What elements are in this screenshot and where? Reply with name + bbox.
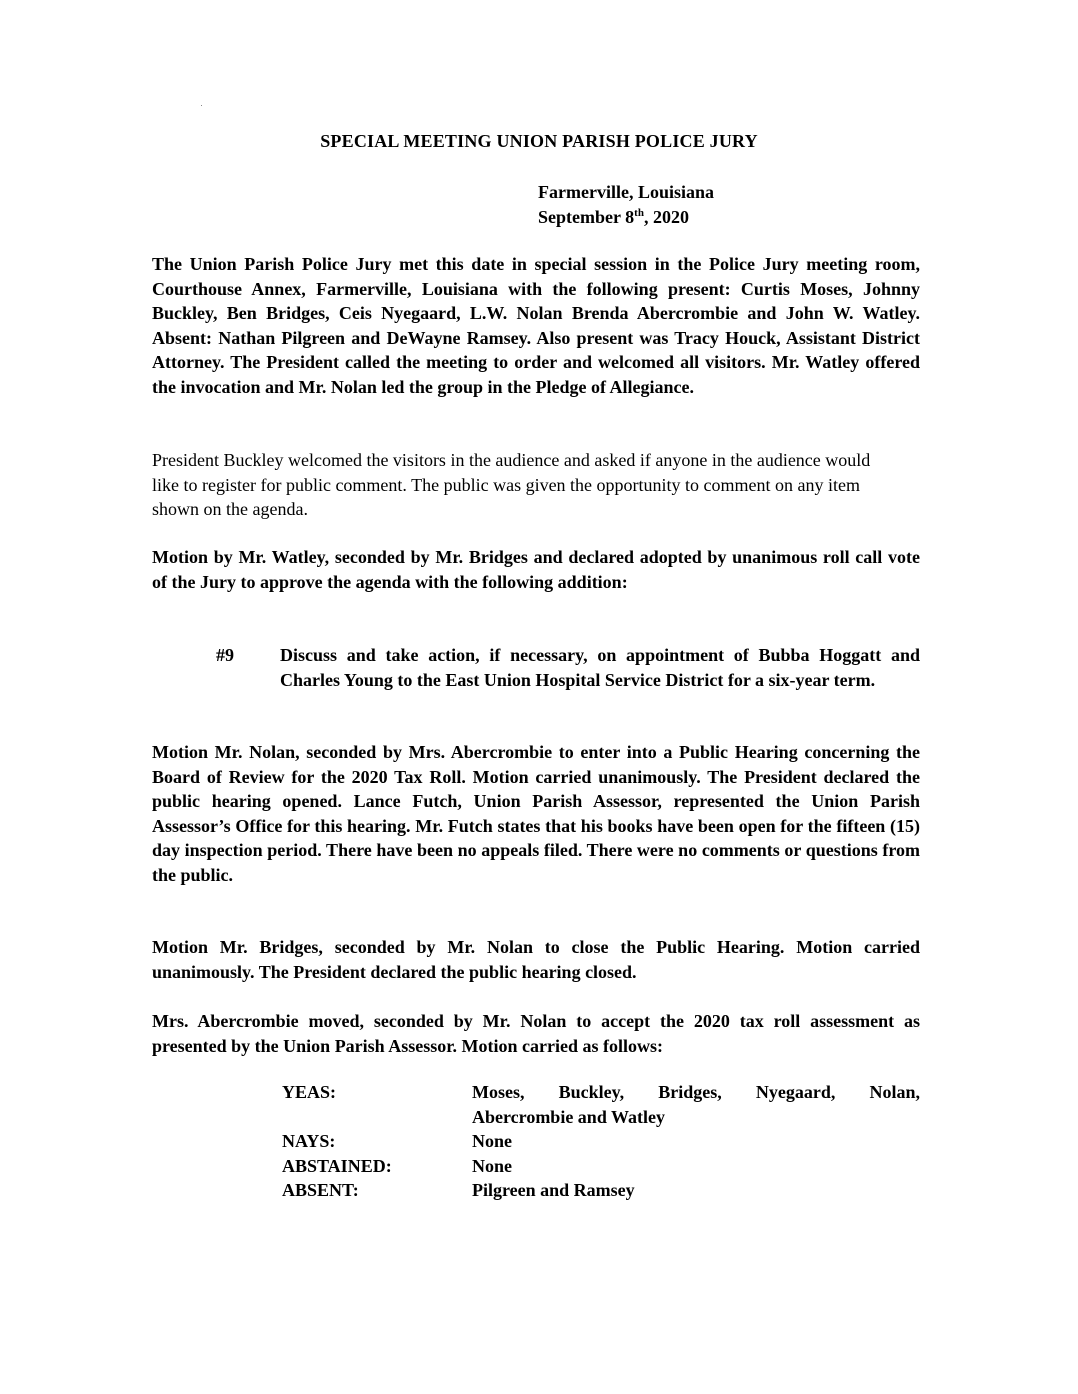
meeting-location-date bbox=[538, 180, 714, 230]
paragraph-tax-roll-motion: Mrs. Abercrombie moved, seconded by Mr. Nolan to accept the 2020 tax roll assessment as presented by the Union Parish Assessor. Motion carried as follows: bbox=[152, 1011, 920, 1056]
meeting-date-sup: th bbox=[634, 207, 644, 219]
vote-label: YEAS: bbox=[282, 1082, 337, 1102]
paragraph-agenda-motion: Motion by Mr. Watley, seconded by Mr. Bridges and declared adopted by unanimous roll call vote of the Jury to approve the agenda with the following addition: bbox=[152, 547, 920, 592]
vote-value bbox=[472, 1080, 920, 1129]
vote-row-nays bbox=[282, 1129, 922, 1154]
vote-value-line: Abercrombie and Watley bbox=[472, 1106, 665, 1127]
paragraph-public-comment: President Buckley welcomed the visitors in the audience and asked if anyone in the audience would like to register for public comment. The public was given the opportunity to comment on any item shown on the agenda. bbox=[152, 450, 871, 519]
paragraph-close-hearing: Motion Mr. Bridges, seconded by Mr. Nolan to close the Public Hearing. Motion carried unanimously. The President declared the public hearing closed. bbox=[152, 937, 920, 982]
vote-label: ABSTAINED: bbox=[282, 1155, 392, 1176]
meeting-date-year: , 2020 bbox=[643, 207, 689, 227]
vote-value-line: Moses, Buckley, Bridges, Nyegaard, Nolan, bbox=[472, 1082, 920, 1102]
vote-label: ABSENT: bbox=[282, 1180, 359, 1200]
vote-row-yeas bbox=[282, 1080, 922, 1129]
meeting-location: Farmerville, Louisiana bbox=[538, 182, 714, 202]
paragraph-public-hearing: Motion Mr. Nolan, seconded by Mrs. Abercrombie to enter into a Public Hearing concerning the Board of Review for the 2020 Tax Roll. Motion carried unanimously. The President declared the public hearing opened. Lance Futch, Union Parish Assessor, represented the Union Parish Assessor’s Office for this hearing. Mr. Futch states that his books have been open for the fifteen (15) day inspection period. There have been no appeals filed. There were no comments or questions from the public. bbox=[152, 742, 920, 885]
agenda-item-number: #9 bbox=[216, 645, 234, 665]
vote-label: NAYS: bbox=[282, 1131, 336, 1151]
roll-call-vote bbox=[282, 1080, 922, 1203]
agenda-item-text: Discuss and take action, if necessary, on appointment of Bubba Hoggatt and Charles Young to the East Union Hospital Service District for a six-year term. bbox=[280, 645, 920, 690]
meeting-date-main: September 8 bbox=[538, 207, 635, 227]
vote-row-absent bbox=[282, 1178, 922, 1203]
vote-row-abstained bbox=[282, 1154, 922, 1179]
vote-value: None bbox=[472, 1155, 512, 1176]
document-title: SPECIAL MEETING UNION PARISH POLICE JURY bbox=[320, 131, 758, 151]
paragraph-attendance: The Union Parish Police Jury met this date in special session in the Police Jury meeting room, Courthouse Annex, Farmerville, Louisiana with the following present: Curtis Moses, Johnny Buckley, Ben Bridges, Ceis Nyegaard, L.W. Nolan Brenda Abercrombie and John W. Watley. Absent: Nathan Pilgreen and DeWayne Ramsey. Also present was Tracy Houck, Assistant District Attorney. The President called the meeting to order and welcomed all visitors. Mr. Watley offered the invocation and Mr. Nolan led the group in the Pledge of Allegiance. bbox=[152, 254, 920, 397]
scan-speck bbox=[201, 105, 202, 106]
vote-value: None bbox=[472, 1131, 512, 1151]
meeting-date bbox=[538, 205, 714, 230]
vote-value: Pilgreen and Ramsey bbox=[472, 1180, 635, 1200]
